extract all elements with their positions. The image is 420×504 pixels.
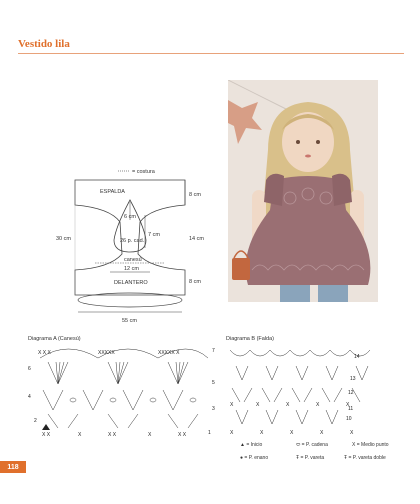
legend-inicio: = Inicio: [246, 442, 263, 448]
svg-text:X: X: [350, 430, 354, 436]
page-title: Vestido lila: [18, 38, 70, 50]
doll-photo: [228, 80, 378, 302]
page-number: 118: [0, 461, 26, 473]
svg-text:X: X: [256, 402, 260, 408]
back-label: ESPALDA: [100, 189, 125, 195]
dim-8cm-bottom: 8 cm: [189, 279, 201, 285]
svg-text:X: X: [320, 430, 324, 436]
seam-legend-label: = costura: [132, 169, 155, 175]
dim-8cm-top: 8 cm: [189, 192, 201, 198]
diagram-a-row-3: 3: [212, 406, 215, 412]
dim-6cm: 6 cm: [124, 214, 136, 220]
double-crochet-icon: Ŧ: [296, 455, 300, 461]
chain-icon: ⬭: [296, 442, 301, 448]
diagram-a-title: Diagrama A (Canesú): [28, 336, 81, 342]
svg-text:X: X: [316, 402, 320, 408]
diagram-a-row-6: 6: [28, 366, 31, 372]
neck-chain-label: 26 p. cad.: [120, 238, 145, 244]
diagram-a: [28, 330, 218, 438]
dim-30cm: 30 cm: [56, 236, 71, 242]
svg-text:X: X: [346, 402, 350, 408]
diagram-a-row-2: 2: [34, 418, 37, 424]
start-icon: ▲: [240, 442, 245, 448]
diagram-b-row-11: 11: [348, 406, 354, 412]
svg-text:X: X: [286, 402, 290, 408]
treble-crochet-icon: Ŧ: [344, 455, 348, 461]
svg-text:XXXXX X: XXXXX X: [158, 350, 180, 356]
diagram-b: [226, 330, 386, 438]
svg-text:X: X: [230, 402, 234, 408]
legend-vareta-doble: = P. vareta doble: [348, 455, 386, 461]
svg-text:X: X: [78, 432, 82, 438]
dim-14cm: 14 cm: [189, 236, 204, 242]
dim-12cm: 12 cm: [124, 266, 139, 272]
svg-text:X: X: [148, 432, 152, 438]
diagram-a-row-4: 4: [28, 394, 31, 400]
diagram-a-row-1: 1: [208, 430, 211, 436]
svg-text:X X X: X X X: [38, 350, 51, 356]
svg-text:X: X: [230, 430, 234, 436]
dim-55cm: 55 cm: [122, 318, 137, 324]
yoke-label: canesú: [124, 257, 142, 263]
svg-text:X X: X X: [42, 432, 51, 438]
svg-text:X X: X X: [178, 432, 187, 438]
svg-text:X: X: [260, 430, 264, 436]
diagram-a-chart: [28, 344, 218, 438]
diagram-b-row-14: 14: [354, 354, 360, 360]
dress-schematic: [0, 160, 222, 325]
diagram-b-title: Diagrama B (Falda): [226, 336, 274, 342]
stitch-legend: [240, 440, 410, 468]
diagram-b-row-12: 12: [348, 390, 354, 396]
svg-text:XXXXX: XXXXX: [98, 350, 115, 356]
legend-cadena: = P. cadena: [301, 442, 328, 448]
legend-enano: = P. enano: [244, 455, 269, 461]
diagram-b-row-10: 10: [346, 416, 352, 422]
front-label: DELANTERO: [114, 280, 148, 286]
svg-text:X X: X X: [108, 432, 117, 438]
slip-stitch-icon: ●: [240, 455, 244, 461]
diagram-a-row-7: 7: [212, 348, 215, 354]
legend-vareta: = P. vareta: [300, 455, 325, 461]
title-divider: [18, 53, 404, 54]
svg-text:X: X: [290, 430, 294, 436]
legend-medio-punto: = Medio punto: [356, 442, 389, 448]
diagram-a-row-5: 5: [212, 380, 215, 386]
diagram-b-row-13: 13: [350, 376, 356, 382]
diagram-b-chart: [226, 344, 386, 438]
single-crochet-icon: X: [352, 442, 356, 448]
dim-7cm: 7 cm: [148, 232, 160, 238]
